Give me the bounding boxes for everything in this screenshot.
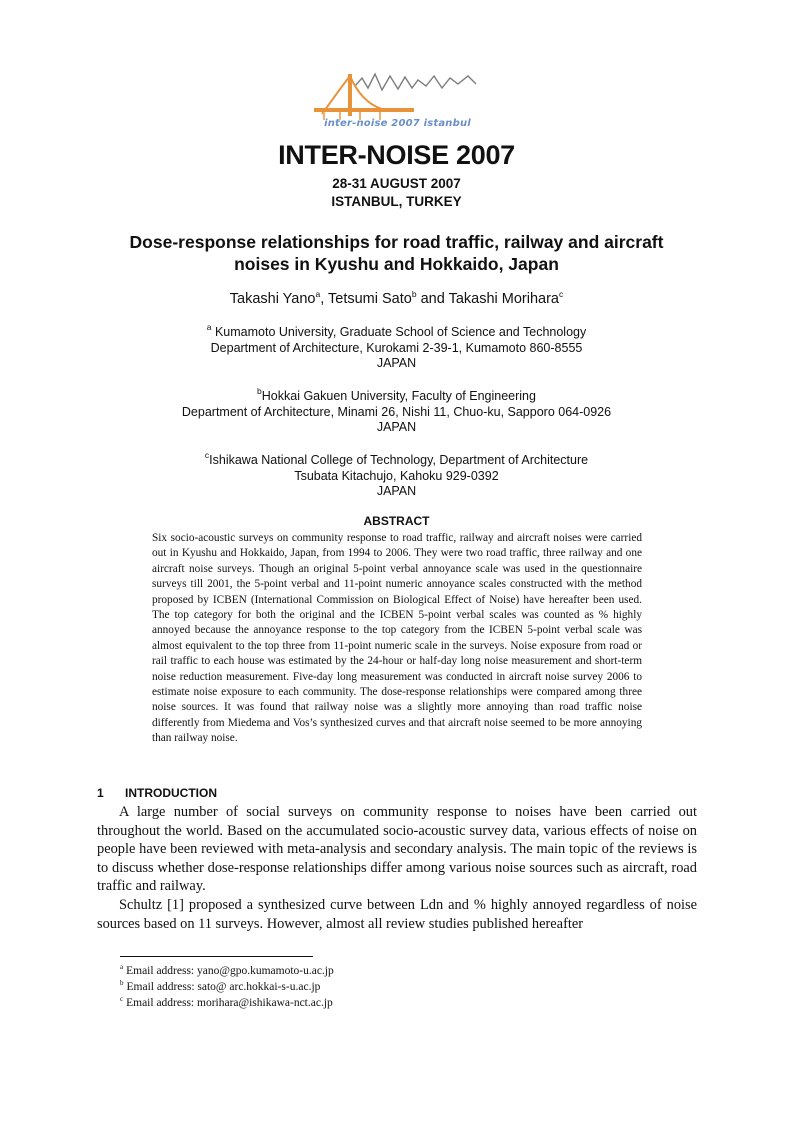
footnote-text: Email address: morihara@ishikawa-nct.ac.jp <box>126 997 333 1009</box>
affiliation-line: Department of Architecture, Minami 26, Nishi 11, Chuo-ku, Sapporo 064-0926 <box>181 404 612 419</box>
affiliation-c <box>0 450 793 500</box>
paper-title-line: Dose-response relationships for road traffic, railway and aircraft <box>129 232 664 252</box>
section-body <box>97 803 697 933</box>
author-name: Tetsumi Sato <box>328 291 412 307</box>
footnote-item <box>120 963 620 979</box>
affiliation-b <box>0 386 793 436</box>
affiliation-line: JAPAN <box>376 420 417 434</box>
author-name: Takashi Yano <box>229 291 316 307</box>
conference-title: INTER-NOISE 2007 <box>278 140 515 170</box>
affiliation-line: Tsubata Kitachujo, Kahoku 929-0392 <box>294 468 499 483</box>
author-affiliation-mark: a <box>315 289 321 299</box>
affiliation-line: JAPAN <box>376 356 417 370</box>
body-paragraph: Schultz [1] proposed a synthesized curve between Ldn and % highly annoyed regardless of noise sources based on 11 surveys. However, almost all review studies published hereafter <box>97 896 697 932</box>
conference-logo <box>300 64 495 138</box>
conference-location: ISTANBUL, TURKEY <box>331 194 462 209</box>
footnote-item <box>120 995 620 1011</box>
affiliation-mark: c <box>204 450 210 460</box>
affiliation-line: Hokkai Gakuen University, Faculty of Engineering <box>261 389 536 403</box>
affiliation-line: Department of Architecture, Kurokami 2-39-1, Kumamoto 860-8555 <box>210 340 583 355</box>
paper-title <box>100 231 693 275</box>
affiliation-line: Kumamoto University, Graduate School of Science and Technology <box>214 325 587 339</box>
author-name: Takashi Morihara <box>448 291 559 307</box>
affiliation-mark: a <box>206 322 212 332</box>
footnote-text: Email address: sato@ arc.hokkai-s-u.ac.jp <box>126 981 321 993</box>
paper-title-line: noises in Kyushu and Hokkaido, Japan <box>234 254 559 274</box>
bridge-logo-graphic <box>300 64 495 120</box>
body-paragraph: A large number of social surveys on community response to noises have been carried out throughout the world. Based on the accumulated socio-acoustic survey data, various effects of noise on people have been reviewed with meta-analysis and secondary analysis. The main topic of the reviews is to discuss whether dose-response relationships differ among various noise sources such as aircraft, road traffic and railway. <box>97 804 697 895</box>
footnote-mark: c <box>120 995 124 1003</box>
footnote-mark: b <box>120 979 124 987</box>
author-joiner: and <box>420 291 445 307</box>
bridge-deck-icon <box>314 108 414 112</box>
author-affiliation-mark: b <box>411 289 417 299</box>
footnote-divider <box>120 956 313 957</box>
affiliation-line: Ishikawa National College of Technology, Department of Architecture <box>209 453 589 467</box>
logo-wordmark: inter-noise 2007 istanbul <box>324 118 471 129</box>
abstract-heading: ABSTRACT <box>363 514 430 528</box>
footnote-item <box>120 979 620 995</box>
author-list: Takashi Yano$^a$, Tetsumi Sato$^b$ and Takashi Morihara$^c$ <box>229 289 564 307</box>
section-number: 1 <box>97 786 104 800</box>
affiliation-line: JAPAN <box>376 484 417 498</box>
section-title: INTRODUCTION <box>125 786 217 800</box>
author-affiliation-mark: c <box>559 289 564 299</box>
footnotes <box>120 963 620 1011</box>
footnote-text: Email address: yano@gpo.kumamoto-u.ac.jp <box>126 965 334 977</box>
footnote-mark: a <box>120 963 124 971</box>
skyline-icon <box>355 74 476 90</box>
conference-dates: 28-31 AUGUST 2007 <box>332 176 461 191</box>
section-heading <box>97 786 217 800</box>
affiliation-mark: b <box>257 386 262 396</box>
affiliation-a <box>0 322 793 372</box>
abstract-text: Six socio-acoustic surveys on community response to road traffic, railway and aircraft noises were carried out in Kyushu and Hokkaido, Japan, from 1994 to 2006. They were two road traffic, three railway and one aircraft noise surveys. Though an original 5-point verbal annoyance scale was used in the questionnaire surveys till 2001, the 5-point verbal and 11-point numeric annoyance scales constructed with the method proposed by ICBEN (International Commission on Biological Effect of Noise) have hereafter been used. The top category for both the original and the ICBEN 5-point verbal scales was counted as % highly annoyed because the annoyance response to the top category from the ICBEN 5-point verbal scale was almost equivalent to the top three from 11-point numeric scale in the surveys. Noise exposure from road or rail traffic to each house was estimated by the 24-hour or half-day long noise measurement and short-term noise reduction measurement. Five-day long measurement was conducted in aircraft noise survey 2006 to estimate noise exposure to each community. The dose-response relationships were compared among three noise sources. It was found that railway noise was a slightly more annoying than road traffic noise differently from Miedema and Vos’s synthesized curves and that aircraft noise seemed to be more annoying than railway noise. <box>152 532 642 745</box>
